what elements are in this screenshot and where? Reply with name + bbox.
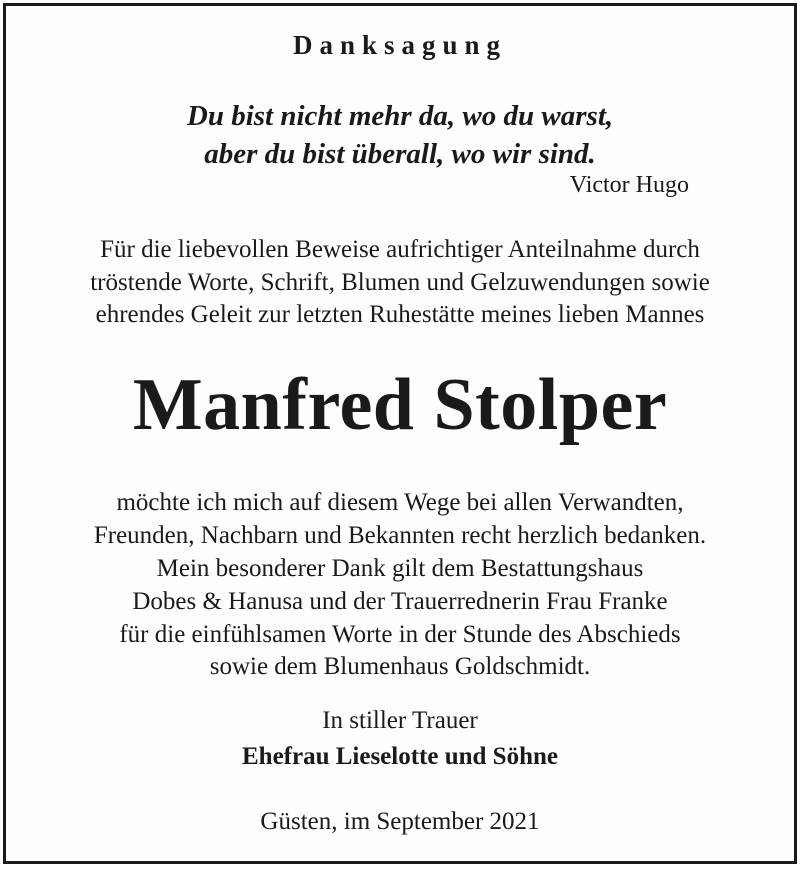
intro-line-3: ehrendes Geleit zur letzten Ruhestätte meines lieben Mannes — [95, 301, 705, 328]
thanks-line-2: Freunden, Nachbarn und Bekannten recht herzlich bedanken. — [93, 522, 707, 549]
quote-author: Victor Hugo — [569, 172, 689, 198]
thanks-line-5: für die einfühlsamen Worte in der Stunde des Abschieds — [119, 621, 681, 648]
notice-heading: Danksagung — [292, 30, 508, 60]
intro-line-2: tröstende Worte, Schrift, Blumen und Gelzuwendungen sowie — [90, 269, 710, 296]
thanks-line-6: sowie dem Blumenhaus Goldschmidt. — [209, 653, 591, 680]
thanks-line-3: Mein besonderer Dank gilt dem Bestattungshaus — [156, 555, 644, 582]
intro-line-1: Für die liebevollen Beweise aufrichtiger Anteilnahme durch — [100, 236, 700, 263]
thanks-line-1: möchte ich mich auf diesem Wege bei allen Verwandten, — [116, 489, 684, 516]
thanks-line-4: Dobes & Hanusa und der Trauerrednerin Frau Franke — [132, 588, 668, 615]
closing-phrase: In stiller Trauer — [322, 707, 478, 734]
quote-line-1: Du bist nicht mehr da, wo du warst, — [186, 100, 614, 132]
quote-line-2: aber du bist überall, wo wir sind. — [204, 138, 596, 170]
family-signature: Ehefrau Lieselotte und Söhne — [241, 743, 558, 770]
deceased-name: Manfred Stolper — [132, 364, 668, 446]
place-date: Güsten, im September 2021 — [260, 808, 540, 835]
